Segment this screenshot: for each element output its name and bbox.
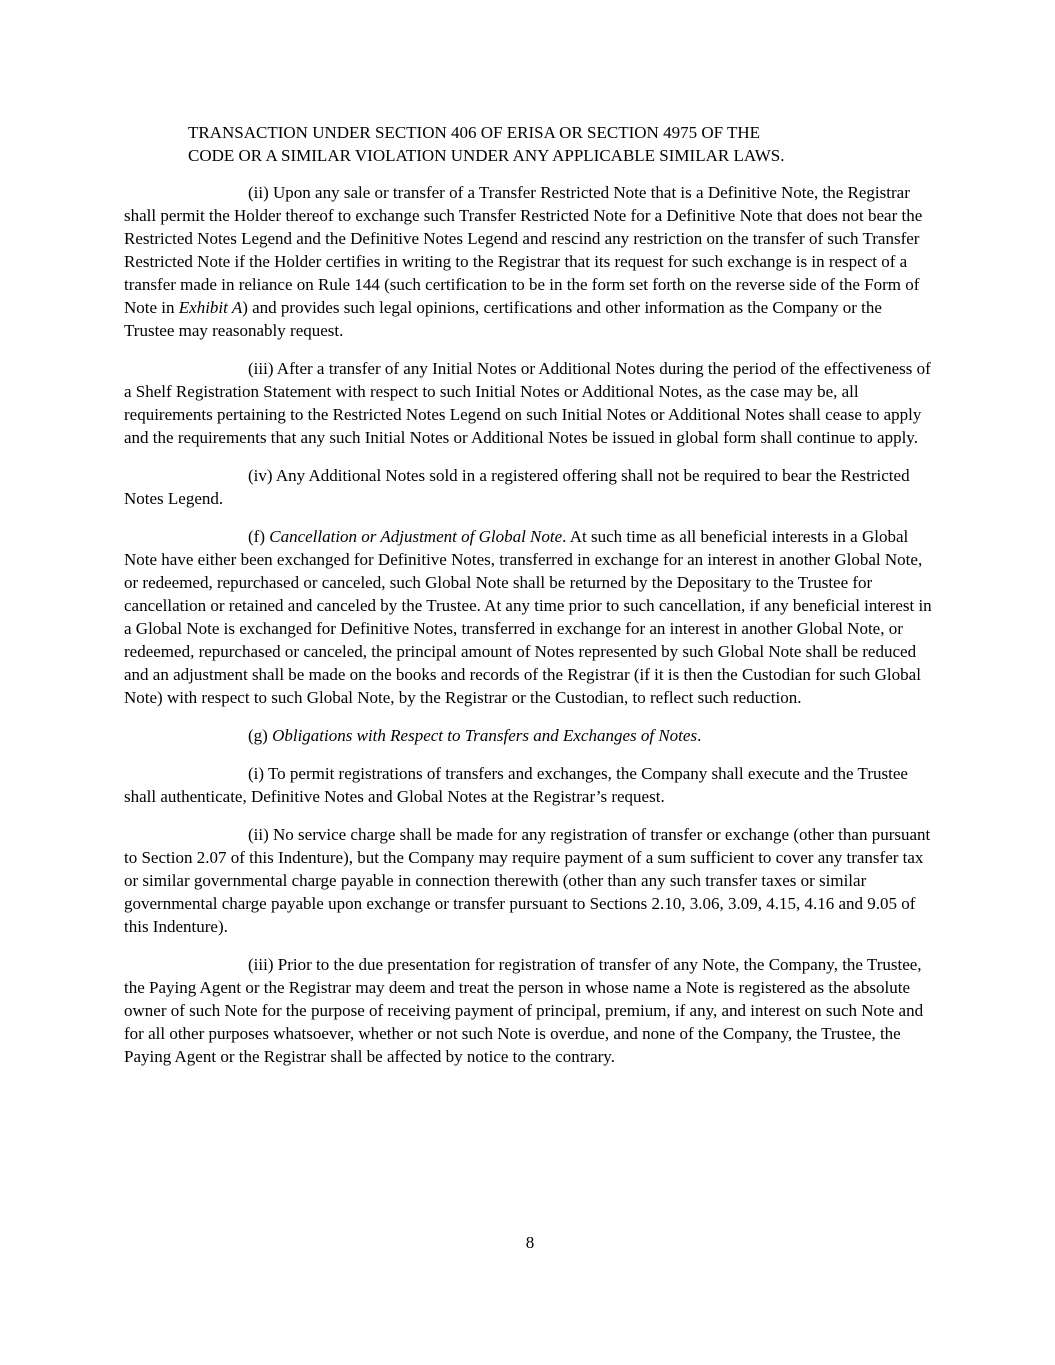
section-heading xyxy=(188,121,936,167)
paragraph-g-iii: (iii) Prior to the due presentation for registration of transfer of any Note, the Company, the Trustee, the Paying Agent or the Registrar may deem and treat the person in whose name a Note is registered as the absolute owner of such Note for the purpose of receiving payment of principal, premium, if any, and interest on such Note and for all other purposes whatsoever, whether or not such Note is overdue, and none of the Company, the Trustee, the Paying Agent or the Registrar shall be affected by notice to the contrary. xyxy=(124,955,924,1066)
paragraph-iv: (iv) Any Additional Notes sold in a registered offering shall not be required to bear the Restricted Notes Legend. xyxy=(124,466,910,508)
paragraph-iii: (iii) After a transfer of any Initial Notes or Additional Notes during the period of the effectiveness of a Shelf Registration Statement with respect to such Initial Notes or Additional Notes, as the case may be, all requirements pertaining to the Restricted Notes Legend on such Initial Notes or Additional Notes shall cease to apply and the requirements that any such Initial Notes or Additional Notes be issued in global form shall continue to apply. xyxy=(124,359,931,447)
paragraph-g-obligations: (g) Obligations with Respect to Transfers and Exchanges of Notes. xyxy=(248,726,702,745)
paragraph-ii: (ii) Upon any sale or transfer of a Transfer Restricted Note that is a Definitive Note, the Registrar shall permit the Holder thereof to exchange such Transfer Restricted Note for a Definitive Note that does not bear the Restricted Notes Legend and the Definitive Notes Legend and rescind any restriction on the transfer of such Transfer Restricted Note if the Holder certifies in writing to the Registrar that its request for such exchange is in respect of a transfer made in reliance on Rule 144 (such certification to be in the form set forth on the reverse side of the Form of Note in Exhibit A) and provides such legal opinions, certifications and other information as the Company or the Trustee may reasonably request. xyxy=(124,183,923,340)
paragraph-g-i: (i) To permit registrations of transfers and exchanges, the Company shall execute and the Trustee shall authenticate, Definitive Notes and Global Notes at the Registrar’s request. xyxy=(124,764,908,806)
heading-line-2: CODE OR A SIMILAR VIOLATION UNDER ANY APPLICABLE SIMILAR LAWS. xyxy=(188,146,785,165)
heading-line-1: TRANSACTION UNDER SECTION 406 OF ERISA OR SECTION 4975 OF THE xyxy=(188,123,761,142)
document-content xyxy=(124,121,936,1083)
paragraph-g-ii: (ii) No service charge shall be made for any registration of transfer or exchange (other than pursuant to Section 2.07 of this Indenture), but the Company may require payment of a sum sufficient to cover any transfer tax or similar governmental charge payable in connection therewith (other than any such transfer taxes or similar governmental charge payable upon exchange or transfer pursuant to Sections 2.10, 3.06, 3.09, 4.15, 4.16 and 9.05 of this Indenture). xyxy=(124,825,931,936)
paragraph-f-cancellation: (f) Cancellation or Adjustment of Global Note. At such time as all beneficial interests in a Global Note have either been exchanged for Definitive Notes, transferred in exchange for an interest in another Global Note, or redeemed, repurchased or canceled, such Global Note shall be returned by the Depositary to the Trustee for cancellation or retained and canceled by the Trustee. At any time prior to such cancellation, if any beneficial interest in a Global Note is exchanged for Definitive Notes, transferred in exchange for an interest in another Global Note, or redeemed, repurchased or canceled, the principal amount of Notes represented by such Global Note shall be reduced and an adjustment shall be made on the books and records of the Registrar (if it is then the Custodian for such Global Note) with respect to such Global Note, by the Registrar or the Custodian, to reflect such reduction. xyxy=(124,527,932,707)
page-number: 8 xyxy=(525,1233,535,1252)
